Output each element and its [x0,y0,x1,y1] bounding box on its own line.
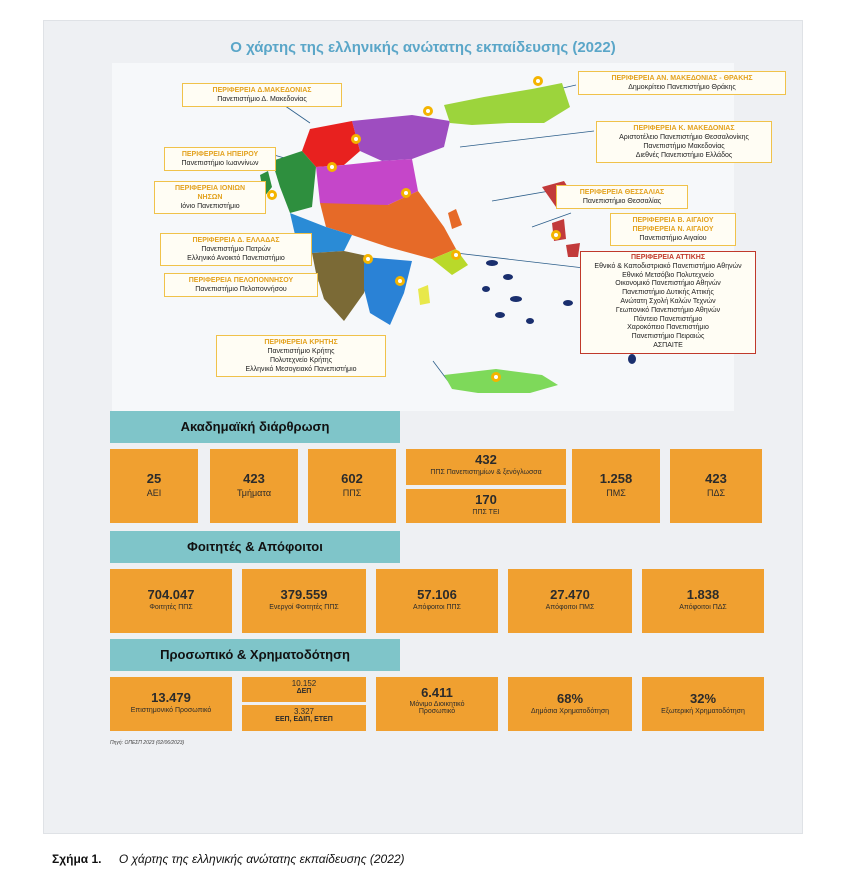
region-name: ΠΕΡΙΦΕΡΕΙΑ Κ. ΜΑΚΕΔΟΝΙΑΣ [633,125,735,132]
region-name: ΠΕΡΙΦΕΡΕΙΑ Ν. ΑΙΓΑΙΟΥ [632,226,714,233]
section-academic-header: Ακαδημαϊκή διάρθρωση [110,411,400,443]
infographic-title: Ο χάρτης της ελληνικής ανώτατης εκπαίδευσης (2022) [230,39,616,56]
university-name: Πανεπιστήμιο Αιγαίου [639,235,707,242]
region-name: ΠΕΡΙΦΕΡΕΙΑ ΑΤΤΙΚΗΣ [630,254,706,261]
figure-caption-text: Ο χάρτης της ελληνικής ανώτατης εκπαίδευσης (2022) [118,852,405,866]
stat-tmimata [210,449,298,523]
university-name: Πανεπιστήμιο Πελοποννήσου [195,286,287,293]
figure-label: Σχήμα 1. [52,852,102,866]
university-name: Πανεπιστήμιο Κρήτης [267,348,335,355]
stat-value: 1.258 [599,471,633,486]
stat-value: 3.327 [293,707,315,716]
map-pin-icon [491,372,501,382]
region-label-epirus [164,147,276,171]
stat-label: ΠΠΣ Πανεπιστημίων & ξενόγλωσσα [430,469,542,476]
stat-label: Ενεργοί Φοιτητές ΠΠΣ [269,604,339,611]
stat-label: Επιστημονικό Προσωπικό [130,707,212,714]
infographic-panel [43,20,803,834]
stat-label: ΠΔΣ [706,488,726,498]
region-peloponnese-west-shape [312,251,372,321]
stat-label: Μόνιμο Διοικητικό [409,701,465,708]
stat-label: ΑΕΙ [146,488,162,498]
map-pin-icon [451,250,461,260]
stat-value: 32% [689,691,717,706]
stat-label: ΔΕΠ [296,688,312,695]
region-name: ΠΕΡΙΦΕΡΕΙΑ ΑΝ. ΜΑΚΕΔΟΝΙΑΣ - ΘΡΑΚΗΣ [611,75,753,82]
university-name: Πανεπιστήμιο Πειραιώς [631,333,705,341]
stat-value: 704.047 [147,587,195,602]
stat-value: 1.838 [686,587,720,602]
stat-value: 6.411 [421,685,453,700]
stat-admin-staff [376,677,498,731]
map-pin-icon [533,76,543,86]
university-name: Ιόνιο Πανεπιστήμιο [180,203,240,210]
region-peloponnese-east-shape [364,257,412,325]
stat-graduates-pps [376,569,498,633]
stat-pds [670,449,762,523]
region-kefalonia-shape [448,209,462,229]
stat-public-funding [508,677,632,731]
stat-scientific-staff [110,677,232,731]
stat-label: Απόφοιτοι ΠΠΣ [413,604,461,611]
region-name: ΠΕΡΙΦΕΡΕΙΑ Β. ΑΙΓΑΙΟΥ [632,217,714,224]
stat-label: Δημόσια Χρηματοδότηση [530,708,610,715]
region-label-crete [216,335,386,377]
region-name: ΠΕΡΙΦΕΡΕΙΑ Δ.ΜΑΚΕΔΟΝΙΑΣ [212,87,312,94]
university-name: Ανώτατη Σχολή Καλών Τεχνών [620,297,716,305]
map-pin-icon [363,254,373,264]
map-pin-icon [551,230,561,240]
region-crete-shape [444,369,558,393]
region-label-east-macedonia-thrace [578,71,786,95]
region-samos-shape [566,243,580,257]
stat-students [110,569,232,633]
region-label-attica [580,251,756,354]
stat-value: 379.559 [280,587,328,602]
region-label-peloponnese [164,273,318,297]
university-name: Γεωπονικό Πανεπιστήμιο Αθηνών [615,306,721,314]
university-name: ΑΣΠΑΙΤΕ [653,341,683,349]
stat-label: Φοιτητές ΠΠΣ [149,604,193,611]
region-label-ionian [154,181,266,214]
section-students-header: Φοιτητές & Απόφοιτοι [110,531,400,563]
map-pin-icon [423,106,433,116]
university-name: Πανεπιστήμιο Δ. Μακεδονίας [217,96,307,103]
stat-label: ΠΠΣ ΤΕΙ [472,509,500,516]
stat-label: ΠΠΣ [342,488,362,498]
region-label-west-greece [160,233,312,266]
region-name: ΠΕΡΙΦΕΡΕΙΑ Δ. ΕΛΛΑΔΑΣ [192,237,280,244]
university-name: Αριστοτέλειο Πανεπιστήμιο Θεσσαλονίκης [619,134,749,141]
stat-active-students [242,569,366,633]
region-label-central-macedonia [596,121,772,163]
stat-value: 10.152 [291,679,317,688]
region-central-macedonia-shape [352,115,450,161]
stat-value: 423 [243,471,265,486]
figure-caption [52,852,405,866]
stat-graduates-pms [508,569,632,633]
stat-pms [572,449,660,523]
stat-value: 602 [341,471,363,486]
stat-label: ΕΕΠ, ΕΔΙΠ, ΕΤΕΠ [275,716,333,723]
source-note: Πηγή: ΟΠΕΣΠ 2023 (02/06/2023) [110,740,185,746]
university-name: Οικονομικό Πανεπιστήμιο Αθηνών [615,280,721,288]
region-epirus-shape [272,151,316,213]
stat-value: 57.106 [417,587,457,602]
stat-value: 170 [475,492,497,507]
region-label-thessaly [556,185,688,209]
university-name: Ελληνικό Μεσογειακό Πανεπιστήμιο [245,366,357,373]
university-name: Πανεπιστήμιο Θεσσαλίας [582,198,662,205]
greece-map [112,63,753,411]
stat-label: Απόφοιτοι ΠΜΣ [545,604,595,611]
stat-value: 25 [146,471,162,486]
university-name: Πάντειο Πανεπιστήμιο [633,315,703,323]
university-name: Πολυτεχνείο Κρήτης [269,357,333,364]
university-name: Δημοκρίτειο Πανεπιστήμιο Θράκης [628,84,736,91]
stat-label: Τμήματα [236,488,272,498]
stat-value: 68% [556,691,584,706]
region-name: ΠΕΡΙΦΕΡΕΙΑ ΗΠΕΙΡΟΥ [181,151,259,158]
section-staff-header: Προσωπικό & Χρηματοδότηση [110,639,400,671]
stat-label: ΠΜΣ [606,488,626,498]
stat-external-funding [642,677,764,731]
stat-label: Προσωπικό [418,708,456,715]
region-name: ΝΗΣΩΝ [197,194,223,201]
university-name: Πανεπιστήμιο Μακεδονίας [643,143,725,150]
region-name: ΠΕΡΙΦΕΡΕΙΑ ΘΕΣΣΑΛΙΑΣ [579,189,665,196]
stat-label: Απόφοιτοι ΠΔΣ [679,604,727,611]
stat-pps-tei [406,489,566,523]
stat-aei [110,449,198,523]
map-pin-icon [401,188,411,198]
stat-dep [242,677,366,702]
university-name: Χαροκόπειο Πανεπιστήμιο [627,324,709,332]
region-west-macedonia-shape [302,121,360,167]
stat-pps [308,449,396,523]
stat-value: 13.479 [151,690,191,705]
university-name: Πανεπιστήμιο Πατρών [201,246,271,253]
region-label-aegean [610,213,736,246]
university-name: Πανεπιστήμιο Δυτικής Αττικής [622,289,714,297]
region-east-macedonia-thrace-shape [444,83,570,125]
region-name: ΠΕΡΙΦΕΡΕΙΑ ΙΟΝΙΩΝ [174,185,246,192]
region-name: ΠΕΡΙΦΕΡΕΙΑ ΚΡΗΤΗΣ [264,339,338,346]
university-name: Πανεπιστήμιο Ιωαννίνων [181,160,259,167]
university-name: Εθνικό & Καποδιστριακό Πανεπιστήμιο Αθηνών [594,262,742,270]
stat-value: 432 [475,452,497,467]
region-argosaronic-shape [418,285,430,305]
stat-pps-universities [406,449,566,485]
region-name: ΠΕΡΙΦΕΡΕΙΑ ΠΕΛΟΠΟΝΝΗΣΟΥ [188,277,294,284]
stat-label: Εξωτερική Χρηματοδότηση [661,708,745,715]
university-name: Εθνικό Μετσόβιο Πολυτεχνείο [622,271,714,279]
map-pin-icon [395,276,405,286]
stat-value: 423 [705,471,727,486]
map-pin-icon [351,134,361,144]
stat-graduates-pds [642,569,764,633]
university-name: Διεθνές Πανεπιστήμιο Ελλάδος [635,152,733,159]
map-pin-icon [267,190,277,200]
university-name: Ελληνικό Ανοικτό Πανεπιστήμιο [187,255,285,262]
map-pin-icon [327,162,337,172]
region-label-west-macedonia [182,83,342,107]
stat-value: 27.470 [550,587,590,602]
stat-eep [242,705,366,731]
